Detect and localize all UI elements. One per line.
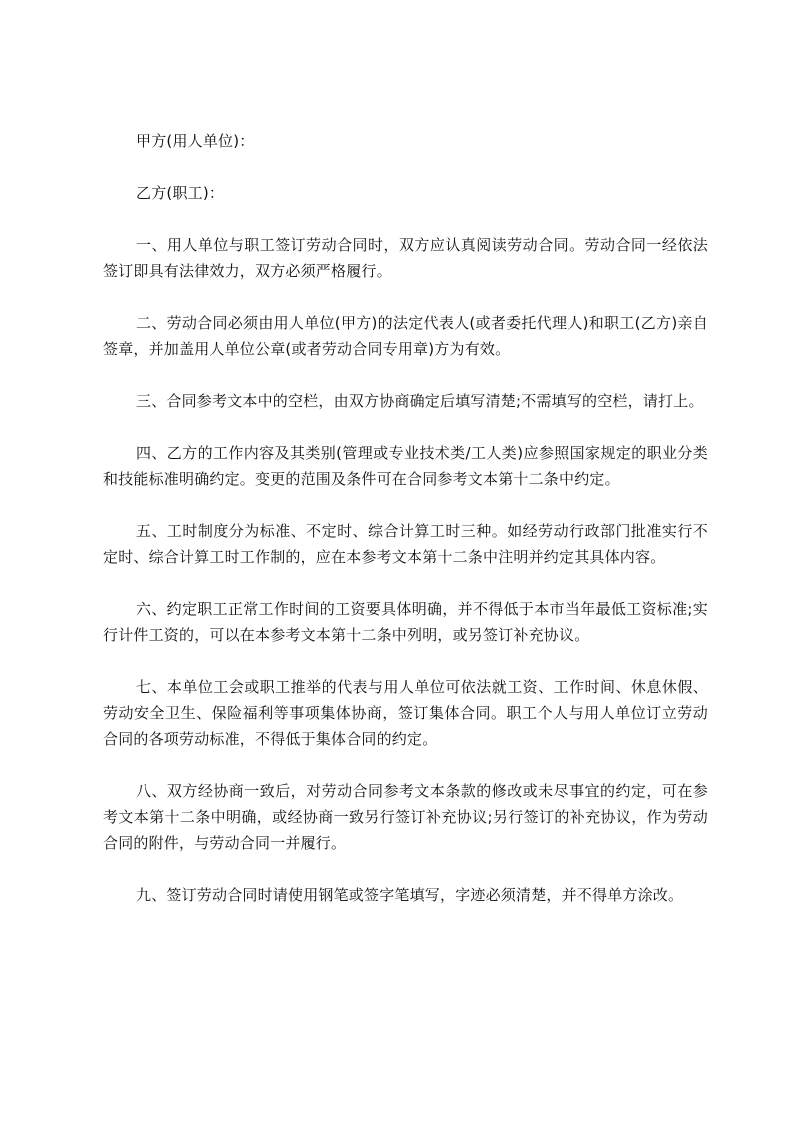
- clause-4: 四、乙方的工作内容及其类别(管理或专业技术类/工人类)应参照国家规定的职业分类和技能标准明确约定。变更的范围及条件可在合同参考文本第十二条中约定。: [103, 444, 708, 488]
- clause-6: 六、约定职工正常工作时间的工资要具体明确，并不得低于本市当年最低工资标准;实行计件工资的，可以在本参考文本第十二条中列明，或另签订补充协议。: [103, 600, 708, 644]
- party-a-line: 甲方(用人单位)：: [136, 132, 255, 150]
- clause-3: 三、合同参考文本中的空栏，由双方协商确定后填写清楚;不需填写的空栏，请打上。: [136, 392, 704, 410]
- document-body: [103, 128, 708, 908]
- clause-1: 一、用人单位与职工签订劳动合同时，双方应认真阅读劳动合同。劳动合同一经依法签订即具有法律效力，双方必须严格履行。: [103, 236, 708, 280]
- clause-2: 二、劳动合同必须由用人单位(甲方)的法定代表人(或者委托代理人)和职工(乙方)亲自签章，并加盖用人单位公章(或者劳动合同专用章)方为有效。: [103, 314, 708, 358]
- clause-5: 五、工时制度分为标准、不定时、综合计算工时三种。如经劳动行政部门批准实行不定时、综合计算工时工作制的，应在本参考文本第十二条中注明并约定其具体内容。: [103, 522, 708, 566]
- clause-7: 七、本单位工会或职工推举的代表与用人单位可依法就工资、工作时间、休息休假、劳动安全卫生、保险福利等事项集体协商，签订集体合同。职工个人与用人单位订立劳动合同的各项劳动标准，不得低于集体合同的约定。: [103, 678, 708, 748]
- clause-8: 八、双方经协商一致后，对劳动合同参考文本条款的修改或未尽事宜的约定，可在参考文本第十二条中明确，或经协商一致另行签订补充协议;另行签订的补充协议，作为劳动合同的附件，与劳动合同一并履行。: [103, 782, 708, 852]
- clause-9: 九、签订劳动合同时请使用钢笔或签字笔填写，字迹必须清楚，并不得单方涂改。: [136, 886, 684, 904]
- party-b-line: 乙方(职工)：: [136, 184, 225, 202]
